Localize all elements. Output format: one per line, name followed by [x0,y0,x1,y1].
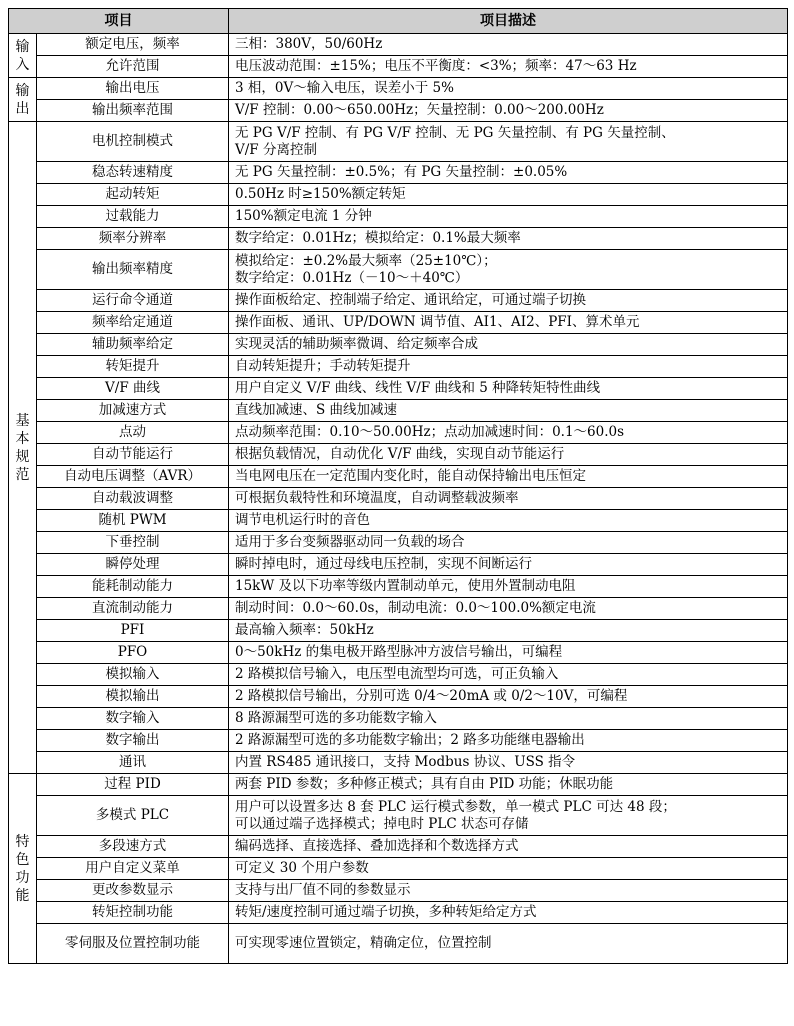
item-cell: 频率给定通道 [37,312,229,334]
table-row [9,510,788,532]
table-row [9,708,788,730]
desc-cell [229,312,788,334]
desc-cell [229,510,788,532]
desc-line: 点动频率范围：0.10～50.00Hz；点动加减速时间：0.1～60.0s [235,424,625,440]
header-item: 项目 [9,9,229,34]
category-cell [9,122,37,774]
desc-cell [229,836,788,858]
desc-line: V/F 分离控制 [235,141,317,158]
table-row [9,228,788,250]
category-char: 出 [15,100,30,117]
table-row [9,686,788,708]
spec-table [8,8,788,964]
desc-line: 0～50kHz 的集电极开路型脉冲方波信号输出，可编程 [235,644,563,660]
desc-line: 0.50Hz 时≥150%额定转矩 [235,186,406,202]
desc-cell [229,880,788,902]
item-cell: 能耗制动能力 [37,576,229,598]
item-cell: 输出电压 [37,78,229,100]
desc-line: 2 路模拟信号输入，电压型电流型均可选，可正负输入 [235,666,559,682]
table-row [9,162,788,184]
desc-cell [229,532,788,554]
item-cell: 直流制动能力 [37,598,229,620]
desc-line: V/F 控制：0.00～650.00Hz；矢量控制：0.00～200.00Hz [235,102,604,118]
desc-line: 3 相，0V～输入电压，误差小于 5% [235,80,454,96]
item-cell: 模拟输出 [37,686,229,708]
category-char: 规 [15,448,30,465]
item-cell: 数字输入 [37,708,229,730]
item-cell: 起动转矩 [37,184,229,206]
item-cell: 用户自定义菜单 [37,858,229,880]
desc-line: 编码选择、直接选择、叠加选择和个数选择方式 [235,838,519,854]
category-char: 输 [15,82,30,99]
desc-cell [229,56,788,78]
item-cell: 点动 [37,422,229,444]
desc-line: 两套 PID 参数；多种修正模式；具有自由 PID 功能；休眠功能 [235,776,614,792]
category-char: 入 [15,56,30,73]
spec-sheet [8,8,787,964]
category-char: 能 [15,887,30,904]
desc-line: 支持与出厂值不同的参数显示 [235,882,411,898]
category-char: 色 [15,851,30,868]
table-row [9,290,788,312]
header-desc: 项目描述 [229,9,788,34]
category-char: 基 [15,412,30,429]
table-row [9,752,788,774]
desc-cell [229,290,788,312]
item-cell: 电机控制模式 [37,122,229,162]
item-cell: 输出频率精度 [37,250,229,290]
table-row [9,642,788,664]
table-row [9,100,788,122]
table-row [9,378,788,400]
table-row [9,206,788,228]
desc-line: 可定义 30 个用户参数 [235,860,369,876]
desc-line: 8 路源漏型可选的多功能数字输入 [235,710,437,726]
desc-cell [229,334,788,356]
desc-cell [229,620,788,642]
desc-cell [229,378,788,400]
table-row [9,356,788,378]
table-row [9,34,788,56]
item-cell: 多段速方式 [37,836,229,858]
category-char: 本 [15,430,30,447]
desc-cell [229,642,788,664]
item-cell: 加减速方式 [37,400,229,422]
desc-cell [229,858,788,880]
desc-cell [229,576,788,598]
item-cell: 辅助频率给定 [37,334,229,356]
category-char: 范 [15,466,30,483]
desc-cell [229,228,788,250]
desc-line: 调节电机运行时的音色 [235,512,370,528]
table-row [9,532,788,554]
desc-line: 操作面板给定、控制端子给定、通讯给定，可通过端子切换 [235,292,586,308]
desc-cell [229,206,788,228]
desc-cell [229,34,788,56]
desc-cell [229,466,788,488]
item-cell: 输出频率范围 [37,100,229,122]
item-cell: 额定电压，频率 [37,34,229,56]
item-cell: 频率分辨率 [37,228,229,250]
table-row [9,184,788,206]
category-char: 输 [15,38,30,55]
desc-line: 无 PG V/F 控制、有 PG V/F 控制、无 PG 矢量控制、有 PG 矢量控制、 [235,124,675,141]
category-cell [9,78,37,122]
desc-cell [229,902,788,924]
desc-line: 无 PG 矢量控制：±0.5%；有 PG 矢量控制：±0.05% [235,164,568,180]
table-row [9,466,788,488]
spec-body [9,34,788,964]
item-cell: V/F 曲线 [37,378,229,400]
item-cell: 自动载波调整 [37,488,229,510]
table-row [9,730,788,752]
desc-line: 根据负载情况，自动优化 V/F 曲线，实现自动节能运行 [235,446,565,462]
table-row [9,598,788,620]
desc-line: 内置 RS485 通讯接口，支持 Modbus 协议、USS 指令 [235,754,576,770]
table-row [9,334,788,356]
desc-cell [229,774,788,796]
item-cell: 数字输出 [37,730,229,752]
table-row [9,422,788,444]
desc-cell [229,598,788,620]
desc-line: 可根据负载特性和环境温度，自动调整载波频率 [235,490,519,506]
desc-cell [229,400,788,422]
desc-line: 可以通过端子选择模式；掉电时 PLC 状态可存储 [235,815,529,832]
table-row [9,664,788,686]
category-char: 功 [15,869,30,886]
item-cell: 随机 PWM [37,510,229,532]
table-row [9,924,788,964]
item-cell: 运行命令通道 [37,290,229,312]
item-cell: 通讯 [37,752,229,774]
item-cell: 转矩控制功能 [37,902,229,924]
desc-line: 150%额定电流 1 分钟 [235,208,372,224]
desc-cell [229,356,788,378]
desc-line: 实现灵活的辅助频率微调、给定频率合成 [235,336,478,352]
table-row [9,796,788,836]
desc-cell [229,122,788,162]
item-cell: PFO [37,642,229,664]
desc-line: 模拟给定：±0.2%最大频率（25±10℃）； [235,252,497,269]
table-row [9,56,788,78]
table-row [9,836,788,858]
category-cell [9,34,37,78]
item-cell: 稳态转速精度 [37,162,229,184]
item-cell: 瞬停处理 [37,554,229,576]
desc-line: 2 路模拟信号输出，分别可选 0/4～20mA 或 0/2～10V，可编程 [235,688,628,704]
table-row [9,78,788,100]
table-row [9,620,788,642]
desc-line: 适用于多台变频器驱动同一负载的场合 [235,534,465,550]
desc-cell [229,162,788,184]
table-row [9,488,788,510]
desc-line: 数字给定：0.01Hz（－10～＋40℃） [235,269,469,286]
item-cell: 过载能力 [37,206,229,228]
desc-line: 直线加减速、S 曲线加减速 [235,402,398,418]
table-row [9,576,788,598]
desc-cell [229,78,788,100]
header-row [9,9,788,34]
desc-cell [229,444,788,466]
table-row [9,774,788,796]
table-row [9,444,788,466]
desc-cell [229,796,788,836]
desc-line: 用户自定义 V/F 曲线、线性 V/F 曲线和 5 种降转矩特性曲线 [235,380,601,396]
desc-line: 瞬时掉电时，通过母线电压控制，实现不间断运行 [235,556,532,572]
table-row [9,122,788,162]
table-row [9,902,788,924]
desc-line: 可实现零速位置锁定，精确定位，位置控制 [235,935,492,951]
desc-cell [229,664,788,686]
desc-line: 15kW 及以下功率等级内置制动单元，使用外置制动电阻 [235,578,576,594]
desc-line: 电压波动范围：±15%；电压不平衡度：<3%；频率：47～63 Hz [235,58,637,74]
item-cell: 多模式 PLC [37,796,229,836]
desc-line: 数字给定：0.01Hz；模拟给定：0.1%最大频率 [235,230,521,246]
desc-cell [229,184,788,206]
item-cell: 模拟输入 [37,664,229,686]
desc-line: 最高输入频率：50kHz [235,622,374,638]
category-char: 特 [15,833,30,850]
desc-line: 2 路源漏型可选的多功能数字输出；2 路多功能继电器输出 [235,732,585,748]
desc-cell [229,488,788,510]
item-cell: 下垂控制 [37,532,229,554]
item-cell: 自动电压调整（AVR） [37,466,229,488]
desc-line: 操作面板、通讯、UP/DOWN 调节值、AI1、AI2、PFI、算术单元 [235,314,640,330]
item-cell: PFI [37,620,229,642]
item-cell: 允许范围 [37,56,229,78]
item-cell: 零伺服及位置控制功能 [37,924,229,964]
table-row [9,858,788,880]
desc-cell [229,730,788,752]
desc-cell [229,708,788,730]
desc-cell [229,752,788,774]
table-row [9,554,788,576]
item-cell: 更改参数显示 [37,880,229,902]
desc-cell [229,924,788,964]
desc-line: 转矩/速度控制可通过端子切换，多种转矩给定方式 [235,904,537,920]
desc-line: 用户可以设置多达 8 套 PLC 运行模式参数，单一模式 PLC 可达 48 段； [235,798,676,815]
desc-line: 三相：380V，50/60Hz [235,36,383,52]
desc-line: 制动时间：0.0～60.0s，制动电流：0.0～100.0%额定电流 [235,600,596,616]
desc-cell [229,554,788,576]
table-row [9,250,788,290]
item-cell: 过程 PID [37,774,229,796]
table-row [9,880,788,902]
desc-cell [229,250,788,290]
desc-cell [229,686,788,708]
item-cell: 转矩提升 [37,356,229,378]
table-row [9,400,788,422]
table-row [9,312,788,334]
desc-cell [229,100,788,122]
item-cell: 自动节能运行 [37,444,229,466]
desc-line: 自动转矩提升；手动转矩提升 [235,358,411,374]
desc-cell [229,422,788,444]
category-cell [9,774,37,964]
desc-line: 当电网电压在一定范围内变化时，能自动保持输出电压恒定 [235,468,586,484]
